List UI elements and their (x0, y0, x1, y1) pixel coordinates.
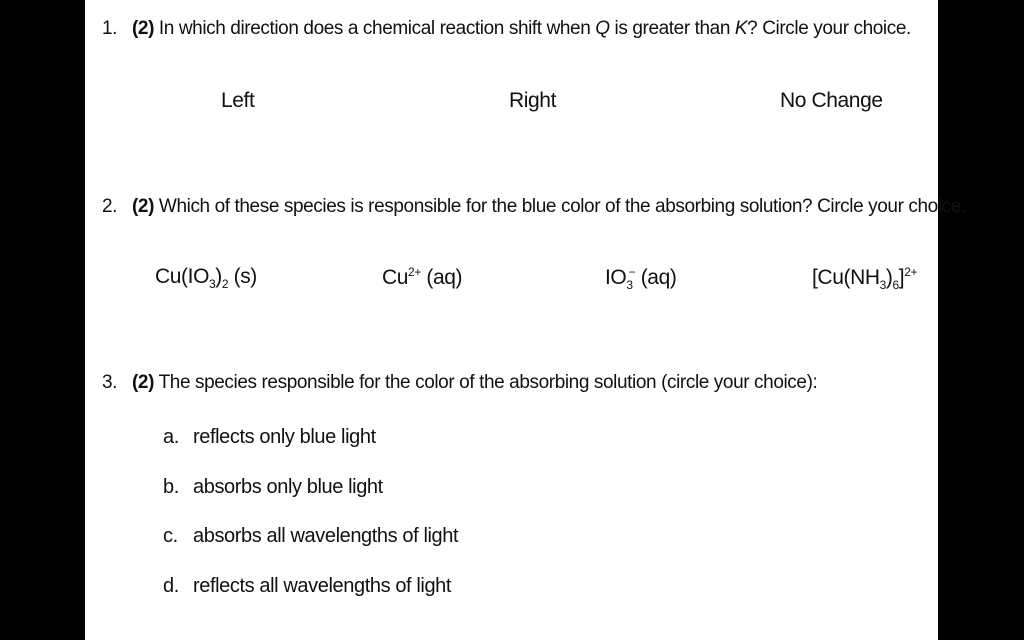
choice-cu2-aq[interactable] (382, 265, 462, 290)
option-text: absorbs all wavelengths of light (193, 525, 459, 547)
formula-part: (aq) (635, 266, 677, 289)
option-b[interactable] (163, 476, 383, 499)
points: (2) (132, 196, 155, 217)
question-number: 3. (102, 372, 118, 393)
option-d[interactable] (163, 575, 451, 598)
formula-part: ) (885, 266, 893, 289)
choice-no-change[interactable]: No Change (780, 89, 883, 112)
subscript: 3 (209, 277, 216, 292)
subscript: 3 (879, 278, 886, 293)
formula-part: ] (898, 266, 905, 289)
points: (2) (132, 372, 155, 393)
superscript: − (628, 265, 636, 279)
subscript: 2 (221, 277, 229, 292)
option-a[interactable] (163, 426, 376, 449)
option-letter: a. (163, 426, 179, 448)
choice-left[interactable]: Left (221, 89, 255, 112)
question-text-part: In which direction does a chemical reaction shift when (158, 18, 596, 39)
choice-right[interactable]: Right (509, 89, 557, 112)
question-text-part: ? Circle your choice. (747, 18, 911, 39)
option-text: reflects all wavelengths of light (193, 575, 452, 597)
question-text: Which of these species is responsible for the blue color of the absorbing solution? Circle your choice. (158, 196, 966, 217)
formula-part: (s) (228, 265, 257, 288)
variable-q: Q (595, 18, 610, 39)
superscript: 2+ (408, 265, 421, 279)
formula-part: [Cu(NH (812, 266, 880, 289)
question-1 (102, 18, 911, 40)
superscript: 2+ (904, 265, 918, 279)
question-number: 2. (102, 196, 118, 217)
formula-part: IO (605, 266, 627, 289)
choice-cu-io3-2-solid[interactable] (155, 265, 257, 291)
question-number: 1. (102, 18, 118, 39)
formula-part: Cu(IO (155, 265, 210, 288)
subscript: 3 (626, 278, 633, 293)
question-text-part: is greater than (609, 18, 735, 39)
question-2 (102, 196, 966, 218)
points: (2) (132, 18, 155, 39)
option-text: absorbs only blue light (193, 476, 383, 498)
option-text: reflects only blue light (193, 426, 376, 448)
option-letter: d. (163, 575, 179, 597)
option-letter: b. (163, 476, 179, 498)
worksheet-page (85, 0, 966, 640)
variable-k: K (734, 18, 748, 39)
option-c[interactable] (163, 525, 458, 548)
formula-part: ) (215, 265, 222, 288)
option-letter: c. (163, 525, 178, 547)
question-3 (102, 372, 817, 394)
choice-io3-aq[interactable] (605, 265, 676, 292)
formula-part: (aq) (420, 266, 463, 289)
question-text: The species responsible for the color of the absorbing solution (circle your choice): (158, 372, 818, 393)
subscript: 6 (892, 278, 899, 293)
formula-part: Cu (382, 266, 409, 289)
choice-cu-nh3-6[interactable] (812, 265, 917, 292)
